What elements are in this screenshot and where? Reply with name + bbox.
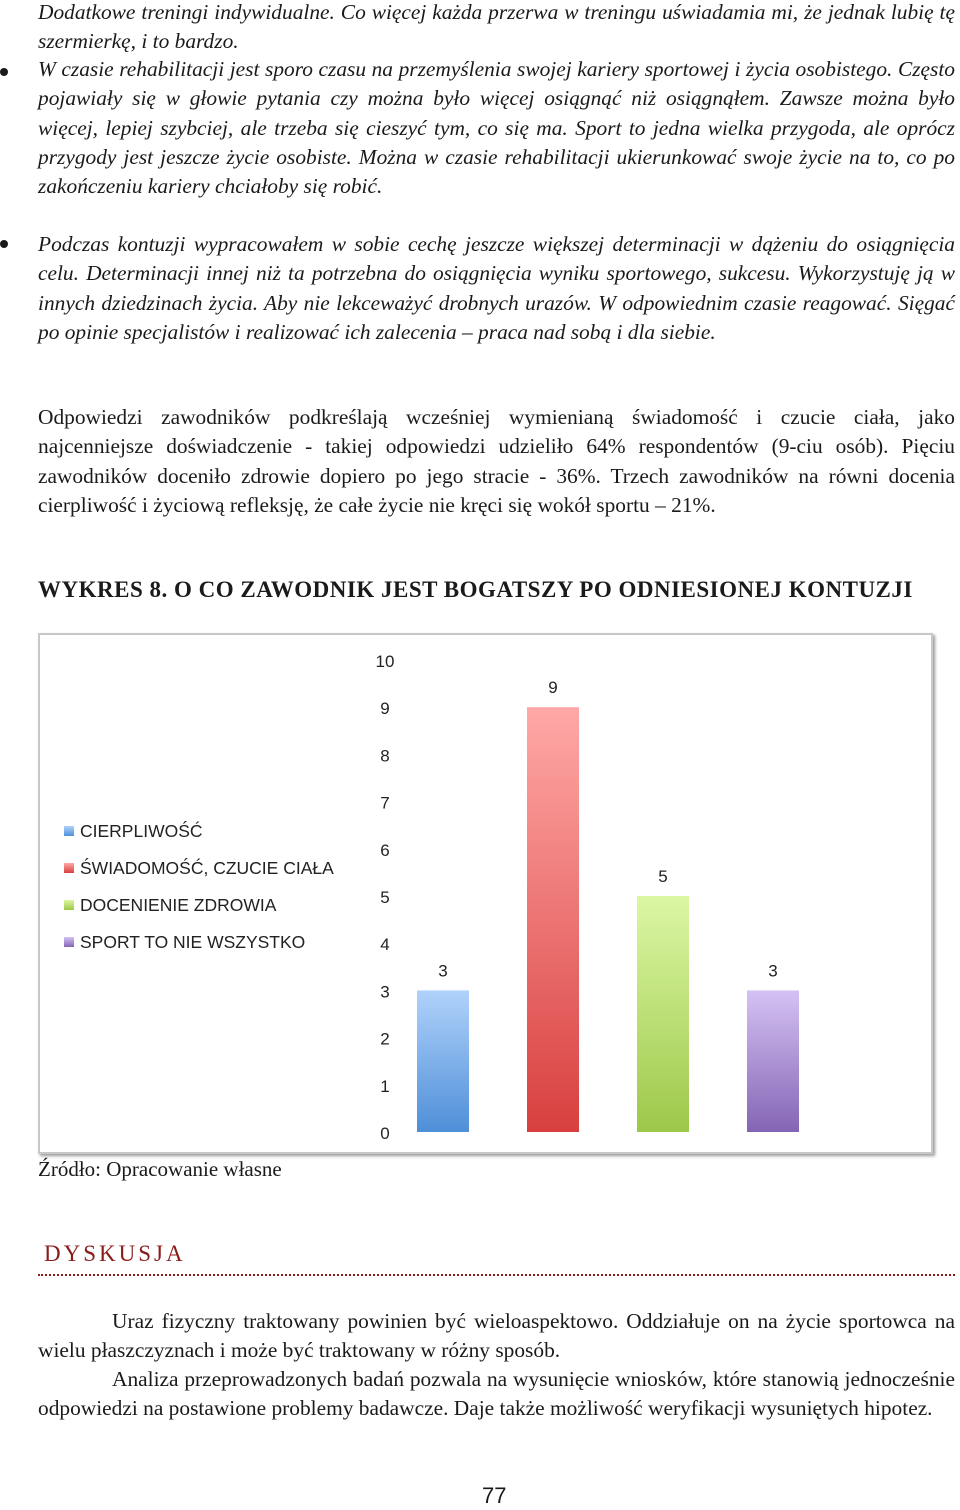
bullet-text-part: Podczas kontuzji wypracowałem w sobie cechę jeszcze większej determinacji w dążeniu do osiągnięcia celu. Determinacji innej niż ta potrzebna do osiągnięcia wyniku sportowego, sukcesu. Wykorzystuję ją w innych dziedzinach życia. Aby nie lekceważyć drobnych urazów. W odpowiednim czasie reagować. Sięgać po opinie specjalistów i realizować ich zalecenia <box>38 232 955 344</box>
dash: – <box>462 319 479 344</box>
bullet-marker <box>0 68 10 78</box>
bullet-text-determination <box>38 230 955 347</box>
bar-chart <box>40 635 931 1152</box>
section-divider <box>38 1274 955 1276</box>
legend-label-sport-to-nie-wszystko: SPORT TO NIE WSZYSTKO <box>80 932 306 952</box>
legend-label-swiadomosc-czucie-ciala: ŚWIADOMOŚĆ, CZUCIE CIAŁA <box>80 858 334 878</box>
y-tick-label: 4 <box>380 935 390 955</box>
legend-label-docenienie-zdrowia: DOCENIENIE ZDROWIA <box>80 895 277 915</box>
legend-swatch-swiadomosc-czucie-ciala <box>64 863 74 873</box>
chart-container <box>38 633 933 1154</box>
bar-cierpliwosc <box>417 990 469 1132</box>
y-tick-label: 9 <box>380 699 390 719</box>
legend-swatch-docenienie-zdrowia <box>64 900 74 910</box>
data-label-docenienie-zdrowia: 5 <box>658 867 668 886</box>
section-title-discussion: DYSKUSJA <box>44 1241 186 1266</box>
bullet-marker <box>0 240 10 250</box>
y-tick-label: 1 <box>380 1076 390 1096</box>
bar-sport-to-nie-wszystko <box>747 990 799 1132</box>
bullet-text-rehabilitation: W czasie rehabilitacji jest sporo czasu na przemyślenia swojej kariery sportowej i życia osobistego. Często pojawiały się w głowie pytania czy można było więcej osiągnąć niż osiągnąłem. Zawsze można było więcej, lepiej szybciej, ale trzeba się cieszyć tym, co się ma. Sport to jedna wielka przygoda, ale oprócz przygody jest jeszcze życie osobiste. Można w czasie rehabilitacji ukierunkować swoje życie na to, co po zakończeniu kariery chciałoby się robić. <box>38 57 955 199</box>
discussion-paragraph-2: Analiza przeprowadzonych badań pozwala na wysunięcie wniosków, które stanowią jednocześnie odpowiedzi na postawione problemy badawcze. Daje także możliwość weryfikacji wysuniętych hipotez. <box>38 1367 955 1420</box>
y-tick-label: 3 <box>380 982 390 1002</box>
data-label-cierpliwosc: 3 <box>438 961 448 981</box>
data-label-swiadomosc-czucie-ciala: 9 <box>548 678 558 698</box>
y-tick-label: 7 <box>380 793 390 813</box>
bullet-text-part: praca nad sobą i dla siebie. <box>478 319 716 344</box>
y-tick-label: 10 <box>375 652 395 671</box>
bar-swiadomosc-czucie-ciala <box>527 707 579 1132</box>
legend-label-cierpliwosc: CIERPLIWOŚĆ <box>80 821 203 841</box>
discussion-paragraph-1: Uraz fizyczny traktowany powinien być wieloaspektowo. Oddziałuje on na życie sportowca na wielu płaszczyznach i może być traktowany w różny sposób. <box>38 1309 955 1362</box>
data-label-sport-to-nie-wszystko: 3 <box>768 961 778 981</box>
bar-docenienie-zdrowia <box>637 896 689 1132</box>
legend-swatch-cierpliwosc <box>64 826 74 836</box>
y-tick-label: 8 <box>380 746 390 766</box>
y-tick-label: 2 <box>380 1029 390 1049</box>
y-tick-label: 6 <box>380 840 390 860</box>
page-number: 77 <box>482 1483 507 1508</box>
summary-paragraph: Odpowiedzi zawodników podkreślają wcześniej wymienianą świadomość i czucie ciała, jako najcenniejsze doświadczenie - takiej odpowiedzi udzieliło 64% respondentów (9-ciu osób). Pięciu zawodników doceniło zdrowie dopiero po jego stracie - 36%. Trzech zawodników na równi docenia cierpliwość i życiową refleksję, że całe życie nie kręci się wokół sportu – 21%. <box>38 405 955 517</box>
continued-bullet-text: Dodatkowe treningi indywidualne. Co więcej każda przerwa w treningu uświadamia mi, że jednak lubię tę szermierkę, i to bardzo. <box>38 0 955 54</box>
y-tick-label: 0 <box>380 1124 390 1143</box>
figure-heading: WYKRES 8. O CO ZAWODNIK JEST BOGATSZY PO ODNIESIONEJ KONTUZJI <box>38 577 913 602</box>
legend-swatch-sport-to-nie-wszystko <box>64 937 74 947</box>
source-note: Źródło: Opracowanie własne <box>38 1157 282 1181</box>
y-tick-label: 5 <box>380 888 390 907</box>
